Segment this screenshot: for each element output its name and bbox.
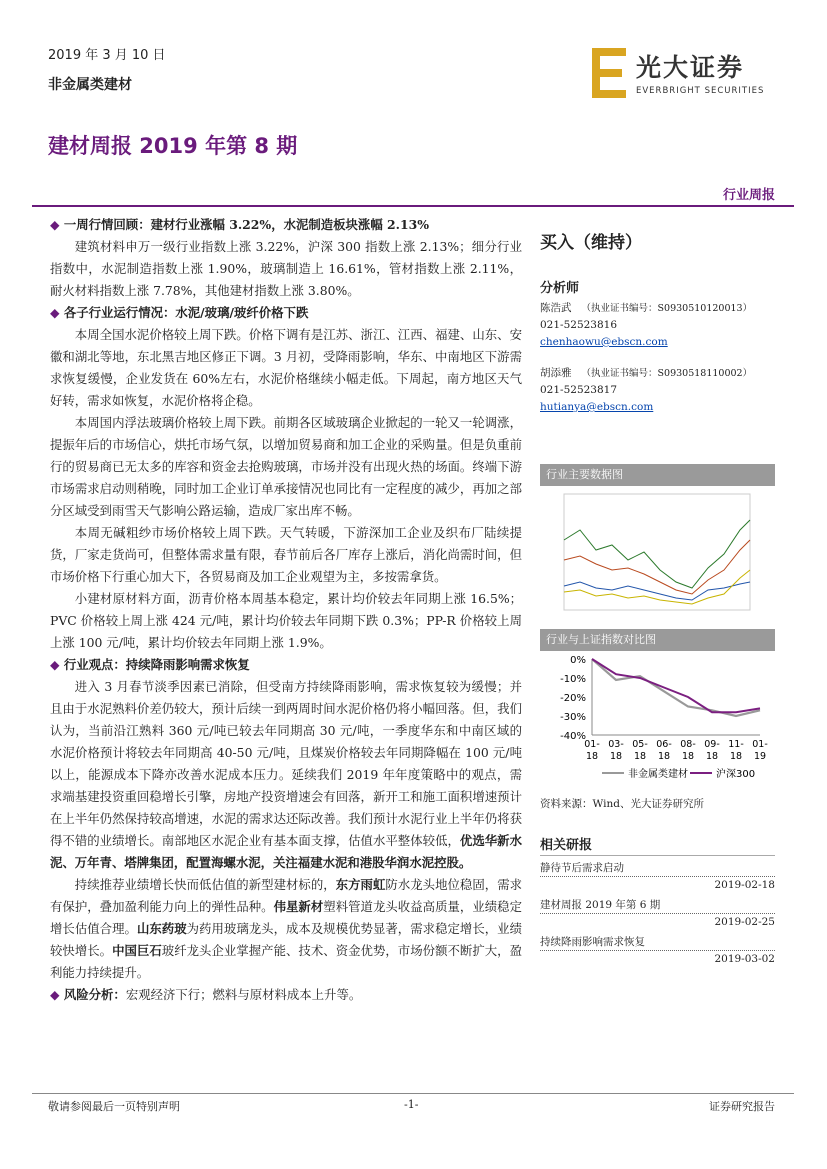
header-divider bbox=[32, 205, 794, 207]
x-tick-label: 18 bbox=[585, 751, 599, 762]
analyst-name: 陈浩武 bbox=[540, 302, 572, 314]
x-tick-label: 09- bbox=[704, 739, 720, 750]
comparison-chart-svg bbox=[540, 651, 775, 791]
diamond-icon: ◆ bbox=[50, 987, 60, 1002]
report-type: 行业周报 bbox=[722, 188, 775, 203]
logo-text-cn: 光大证券 bbox=[636, 53, 745, 82]
analysts-title: 分析师 bbox=[540, 281, 580, 296]
related-item-date: 2019-03-02 bbox=[540, 950, 775, 967]
related-item-title[interactable]: 持续降雨影响需求恢复 bbox=[540, 936, 645, 948]
y-tick-label: -40% bbox=[560, 731, 586, 742]
stock-name: 伟星新材 bbox=[273, 899, 324, 914]
heading-subsector bbox=[50, 302, 522, 324]
heading-view bbox=[50, 654, 522, 676]
related-item-date: 2019-02-18 bbox=[540, 876, 775, 893]
x-tick-label: 19 bbox=[753, 751, 767, 762]
paragraph: 本周全国水泥价格较上周下跌。价格下调有是江苏、浙江、江西、福建、山东、安徽和湖北等地，东北黑吉地区修正下调。3 月初，受降雨影响，华东、中南地区下游需求恢复缓慢，企业发货在 60%左右，水泥价格继续小幅走低。下周起，南方地区天气好转，需求如恢复，水泥价格将企稳。 bbox=[50, 327, 522, 408]
y-tick-label: -10% bbox=[560, 674, 586, 685]
analyst-name: 胡添雅 bbox=[540, 367, 572, 379]
comparison-chart bbox=[540, 651, 775, 794]
x-tick-label: 03- bbox=[608, 739, 624, 750]
diamond-icon: ◆ bbox=[50, 217, 60, 232]
footer-divider bbox=[32, 1093, 794, 1094]
heading-text: 一周行情回顾：建材行业涨幅 3.22%，水泥制造板块涨幅 2.13% bbox=[63, 217, 429, 232]
x-tick-label: 01- bbox=[752, 739, 768, 750]
text-run: 塑料管道龙头收益高质量，业绩稳定增长估值合理。 bbox=[50, 899, 522, 936]
x-tick-label: 18 bbox=[681, 751, 695, 762]
page-title: 建材周报 2019 年第 8 期 bbox=[48, 134, 298, 158]
text-run: 为药用玻璃龙头，成本及规模优势显著，需求稳定增长，业绩较快增长。 bbox=[50, 921, 522, 958]
paragraph: 本周国内浮法玻璃价格较上周下跌。前期各区域玻璃企业掀起的一轮又一轮调涨，提振年后的市场信心，烘托市场气氛，以增加贸易商和加工企业的采购量。但是负重前行的贸易商已无太多的库容和资金去抢购玻璃，市场并没有出现火热的场面。终端下游市场需求启动则稍晚，同时加工企业订单承接情况也同比有一定程度的减少，再加之部分区域受到雨雪天气影响公路运输，造成厂家出库不畅。 bbox=[50, 415, 522, 518]
x-tick-label: 05- bbox=[632, 739, 648, 750]
diamond-icon: ◆ bbox=[50, 657, 60, 672]
paragraph bbox=[50, 874, 522, 984]
sidebar bbox=[540, 214, 775, 967]
x-tick-label: 18 bbox=[729, 751, 743, 762]
heading-text: 风险分析： bbox=[63, 987, 126, 1002]
paragraph: 建筑材料申万一级行业指数上涨 3.22%，沪深 300 指数上涨 2.13%；细分行业指数中，水泥制造指数上涨 1.90%，玻璃制造上 16.61%，管材指数上涨 2.11%，耐火材料指数上涨 7.78%，其他建材指数上涨 3.80%。 bbox=[50, 239, 522, 298]
text-run: 持续推荐业绩增长快而低估值的新型建材标的， bbox=[74, 877, 336, 892]
logo-text-en: EVERBRIGHT SECURITIES bbox=[636, 86, 765, 96]
legend-label: 非金属类建材 bbox=[628, 769, 688, 780]
x-tick-label: 18 bbox=[609, 751, 623, 762]
heading-market-review bbox=[50, 214, 522, 236]
sector-name: 非金属类建材 bbox=[48, 77, 132, 93]
page-number: -1- bbox=[404, 1098, 419, 1111]
related-list bbox=[540, 860, 775, 967]
analyst-phone: 021-52523816 bbox=[540, 319, 618, 331]
stock-name: 东方雨虹 bbox=[335, 877, 386, 892]
x-tick-label: 18 bbox=[657, 751, 671, 762]
industry-data-chart bbox=[540, 490, 775, 623]
stock-name: 中国巨石 bbox=[112, 943, 162, 958]
related-item-title[interactable]: 建材周报 2019 年第 6 期 bbox=[540, 899, 661, 911]
text-run: 玻纤龙头企业掌握产能、技术、资金优势，市场份额不断扩大，盈利能力持续提升。 bbox=[50, 943, 522, 980]
analyst-email-link[interactable]: chenhaowu@ebscn.com bbox=[540, 336, 668, 348]
paragraph-text: 进入 3 月春节淡季因素已消除，但受南方持续降雨影响，需求恢复较为缓慢；并且由于水泥熟料价差仍较大，预计后续一到两周时间水泥价格仍将小幅回落。但，我们认为，当前沿江熟料 360 元/吨已较去年同期高 30 元/吨，一季度华东和中南区域的水泥价格预计将较去年同期高 40-50 元/吨，且煤炭价格较去年同期降幅在 100 元/吨以上，能源成本下降亦改善水泥成本压力。延续我们 2019 年年度策略中的观点，需求端基建投资重回稳增长引擎，房地产投资增速会有回落，新开工和施工面积增速预计在上半年仍然保持较高增速，水泥的需求达还际改善。我们预计水泥行业上半年仍将获得不错的业绩增长。南部地区水泥企业有基本面支撑，估值水平整体较低， bbox=[50, 679, 522, 848]
chart2-title-bar: 行业与上证指数对比图 bbox=[540, 629, 775, 651]
analyst-1 bbox=[540, 300, 775, 351]
x-tick-label: 06- bbox=[656, 739, 672, 750]
paragraph-bold: 优选华新水泥、万年青、塔牌集团，配置海螺水泥，关注福建水泥和港股华润水泥控股。 bbox=[50, 833, 522, 870]
analyst-2 bbox=[540, 365, 775, 416]
x-tick-label: 11- bbox=[728, 739, 744, 750]
stock-name: 山东药玻 bbox=[136, 921, 187, 936]
related-item-date: 2019-02-25 bbox=[540, 913, 775, 930]
rating: 买入（维持） bbox=[540, 233, 642, 253]
diamond-icon: ◆ bbox=[50, 305, 60, 320]
footer-label: 证券研究报告 bbox=[709, 1100, 775, 1113]
y-tick-label: -30% bbox=[560, 712, 586, 723]
logo-mark-icon bbox=[590, 44, 630, 102]
related-item-title[interactable]: 静待节后需求启动 bbox=[540, 862, 624, 874]
risk-text: 宏观经济下行；燃料与原材料成本上升等。 bbox=[125, 987, 362, 1002]
x-tick-label: 01- bbox=[584, 739, 600, 750]
series-line bbox=[592, 659, 760, 712]
legend-label: 沪深300 bbox=[716, 769, 756, 780]
y-tick-label: -20% bbox=[560, 693, 586, 704]
analyst-phone: 021-52523817 bbox=[540, 384, 618, 396]
footer-disclaimer: 敬请参阅最后一页特别声明 bbox=[48, 1100, 180, 1113]
x-tick-label: 08- bbox=[680, 739, 696, 750]
report-date: 2019 年 3 月 10 日 bbox=[48, 48, 166, 63]
analyst-cert: （执业证书编号：S0930518110002） bbox=[581, 368, 753, 379]
chart1-title-bar: 行业主要数据图 bbox=[540, 464, 775, 486]
industry-data-chart-image bbox=[540, 490, 775, 620]
paragraph: 小建材原材料方面，沥青价格本周基本稳定，累计均价较去年同期上涨 16.5%；PVC 价格较上周上涨 424 元/吨，累计均价较去年同期下跌 0.3%；PP-R 价格较上周上涨 100 元/吨，累计均价较去年同期上涨 1.9%。 bbox=[50, 591, 522, 650]
heading-text: 行业观点：持续降雨影响需求恢复 bbox=[63, 657, 250, 672]
text-run: 防水龙头地位稳固，需求有保护，叠加盈利能力向上的弹性品种。 bbox=[50, 877, 523, 914]
related-title: 相关研报 bbox=[540, 834, 775, 856]
main-column bbox=[50, 214, 522, 1006]
paragraph bbox=[50, 676, 522, 874]
chart-source: 资料来源：Wind、光大证券研究所 bbox=[540, 798, 704, 810]
analyst-cert: （执业证书编号：S0930510120013） bbox=[581, 303, 753, 314]
analyst-email-link[interactable]: hutianya@ebscn.com bbox=[540, 401, 654, 413]
y-tick-label: 0% bbox=[570, 655, 586, 666]
x-tick-label: 18 bbox=[705, 751, 719, 762]
x-tick-label: 18 bbox=[633, 751, 647, 762]
heading-risk bbox=[50, 984, 522, 1006]
paragraph: 本周无碱粗纱市场价格较上周下跌。天气转暖，下游深加工企业及织布厂陆续提货，厂家走货尚可，但整体需求量有限，春节前后各厂库存上涨后，消化尚需时间，但市场价格下行重心加大下，各贸易商及加工企业观望为主，多按需拿货。 bbox=[50, 525, 522, 584]
series-line bbox=[592, 659, 760, 716]
heading-text: 各子行业运行情况：水泥/玻璃/玻纤价格下跌 bbox=[63, 305, 309, 320]
